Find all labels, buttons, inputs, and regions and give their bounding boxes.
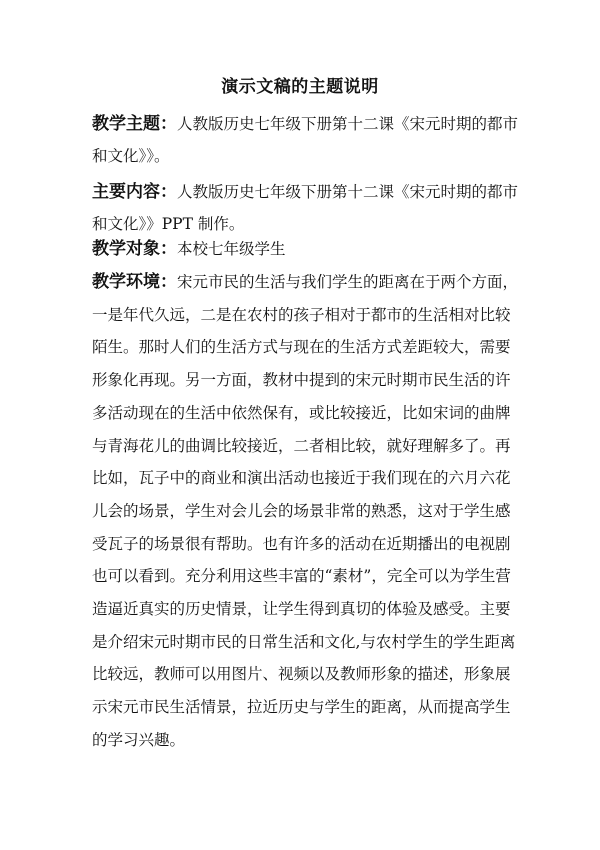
section-text: 本校七年级学生 (177, 240, 286, 258)
section-label: 主要内容： (92, 182, 177, 202)
section-main-content (92, 176, 522, 240)
section-label: 教学主题： (92, 114, 177, 134)
section-teaching-theme (92, 108, 522, 172)
section-text: 人教版历史七年级下册第十二课《宋元时期的都市和文化》》PPT 制作。 (92, 183, 519, 233)
section-text: 宋元市民的生活与我们学生的距离在于两个方面，一是年代久远，二是在农村的孩子相对于都市的生活相对比较陌生。那时人们的生活方式与现在的生活方式差距较大，需要形象化再现。另一方面，教材中提到的宋元时期市民生活的许多活动现在的生活中依然保有，或比较接近，比如宋词的曲牌与青海花儿的曲调比较接近，二者相比较，就好理解多了。再比如，瓦子中的商业和演出活动也接近于我们现在的六月六花儿会的场景，学生对会儿会的场景非常的熟悉，这对于学生感受瓦子的场景很有帮助。也有许多的活动在近期播出的电视剧也可以看到。充分利用这些丰富的“素材”，完全可以为学生营造逼近真实的历史情景，让学生得到真切的体验及感受。主要是介绍宋元时期市民的日常生活和文化,与农村学生的学生距离比较远，教师可以用图片、视频以及教师形象的描述，形象展示宋元市民生活情景，拉近历史与学生的距离，从而提高学生的学习兴趣。 (92, 273, 519, 749)
section-teaching-audience (92, 233, 522, 265)
section-label: 教学环境： (92, 272, 177, 292)
section-text: 人教版历史七年级下册第十二课《宋元时期的都市和文化》》。 (92, 115, 519, 165)
section-label: 教学对象： (92, 239, 177, 259)
document-title: 演示文稿的主题说明 (221, 77, 379, 97)
section-teaching-environment (92, 266, 522, 757)
